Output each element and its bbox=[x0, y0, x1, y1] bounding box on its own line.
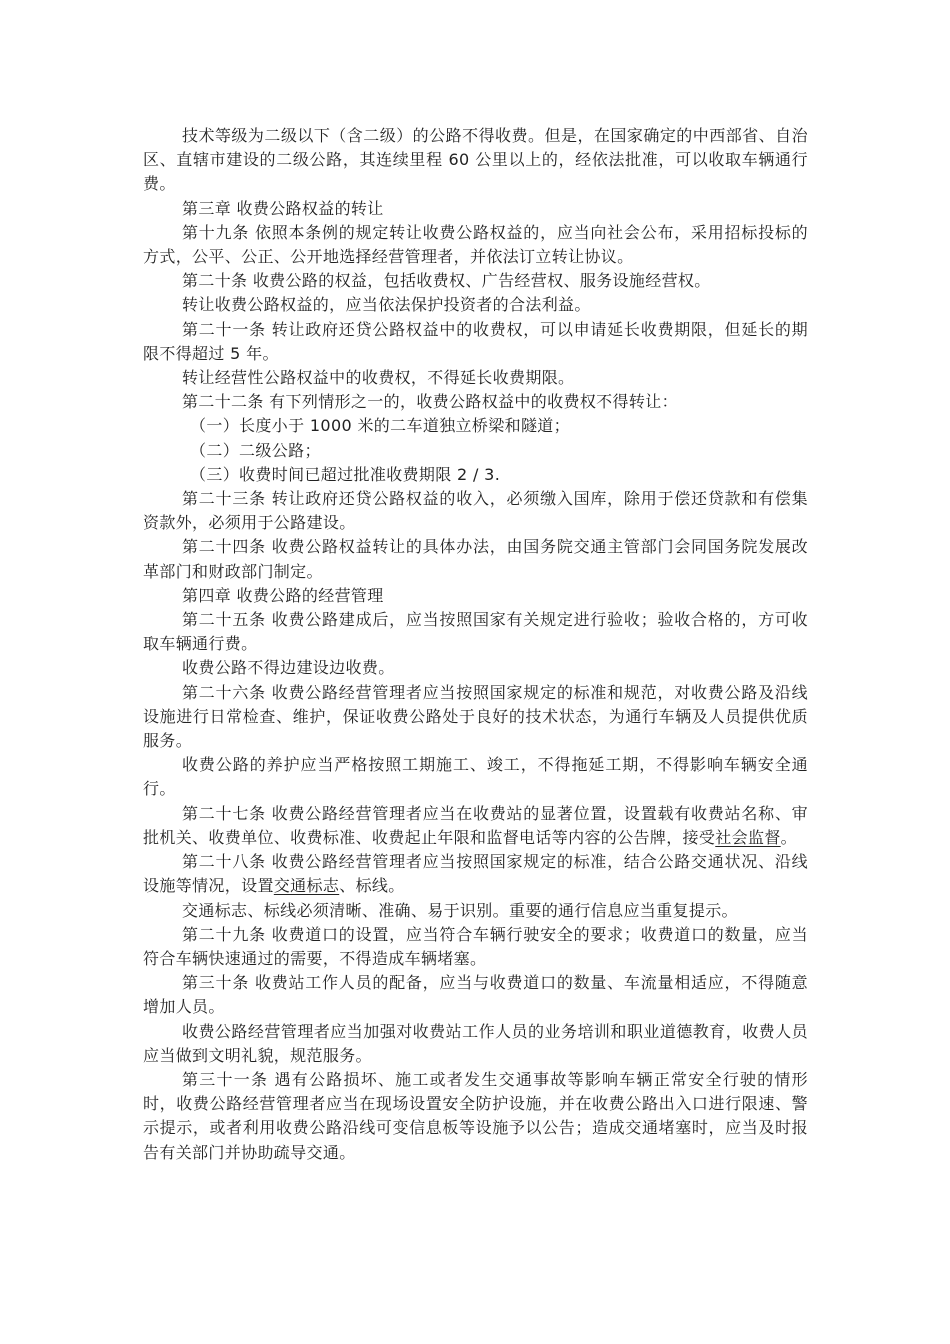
article-30: 第三十条 收费站工作人员的配备，应当与收费道口的数量、车流量相适应，不得随意增加人员。 bbox=[143, 973, 808, 1017]
article-26: 第二十六条 收费公路经营管理者应当按照国家规定的标准和规范，对收费公路及沿线设施进行日常检查、维护，保证收费公路处于良好的技术状态，为通行车辆及人员提供优质服务。 bbox=[143, 682, 808, 751]
paragraph-sign-clarity: 交通标志、标线必须清晰、准确、易于识别。重要的通行信息应当重复提示。 bbox=[182, 900, 738, 920]
paragraph-no-build-collect: 收费公路不得边建设边收费。 bbox=[182, 658, 395, 678]
article-20: 第二十条 收费公路的权益，包括收费权、广告经营权、服务设施经营权。 bbox=[182, 271, 711, 291]
article-31: 第三十一条 遇有公路损坏、施工或者发生交通事故等影响车辆正常安全行驶的情形时，收费公路经营管理者应当在现场设置安全防护设施，并在收费公路出入口进行限速、警示提示，或者利用收费公路沿线可变信息板等设施予以公告；造成交通堵塞时，应当及时报告有关部门并协助疏导交通。 bbox=[143, 1069, 808, 1162]
article-27-text: 第二十七条 收费公路经营管理者应当在收费站的显著位置，设置载有收费站名称、审批机关、收费单位、收费标准、收费起止年限和监督电话等内容的公告牌，接受 bbox=[143, 803, 808, 847]
article-27 bbox=[143, 802, 808, 850]
article-29: 第二十九条 收费道口的设置，应当符合车辆行驶安全的要求；收费道口的数量，应当符合车辆快速通过的需要，不得造成车辆堵塞。 bbox=[143, 924, 808, 968]
list-item-2: （二）二级公路； bbox=[190, 440, 321, 460]
article-28-end: 、标线。 bbox=[339, 876, 405, 896]
article-23: 第二十三条 转让政府还贷公路权益的收入，必须缴入国库，除用于偿还贷款和有偿集资款外，必须用于公路建设。 bbox=[143, 489, 808, 533]
article-24: 第二十四条 收费公路权益转让的具体办法，由国务院交通主管部门会同国务院发展改革部门和财政部门制定。 bbox=[143, 537, 808, 581]
article-19: 第十九条 依照本条例的规定转让收费公路权益的，应当向社会公布，采用招标投标的方式，公平、公正、公开地选择经营管理者，并依法订立转让协议。 bbox=[143, 222, 808, 267]
article-28 bbox=[143, 850, 808, 898]
article-25: 第二十五条 收费公路建成后，应当按照国家有关规定进行验收；验收合格的，方可收取车辆通行费。 bbox=[143, 610, 808, 654]
traffic-sign-link[interactable]: 交通标志 bbox=[273, 876, 340, 896]
social-supervision-link[interactable]: 社会监督 bbox=[715, 827, 781, 847]
list-item-1: （一）长度小于 1000 米的二车道独立桥梁和隧道； bbox=[190, 416, 570, 436]
paragraph-investor-protection: 转让收费公路权益的，应当依法保护投资者的合法利益。 bbox=[182, 295, 591, 315]
article-22: 第二十二条 有下列情形之一的，收费公路权益中的收费权不得转让： bbox=[182, 392, 678, 412]
paragraph-staff-training: 收费公路经营管理者应当加强对收费站工作人员的业务培训和职业道德教育，收费人员应当做到文明礼貌，规范服务。 bbox=[143, 1021, 808, 1065]
chapter-3-heading: 第三章 收费公路权益的转让 bbox=[182, 198, 384, 218]
paragraph-no-extension: 转让经营性公路权益中的收费权，不得延长收费期限。 bbox=[182, 368, 575, 388]
list-item-3: （三）收费时间已超过批准收费期限 2 / 3. bbox=[190, 464, 501, 484]
article-27-end: 。 bbox=[780, 827, 798, 847]
chapter-4-heading: 第四章 收费公路的经营管理 bbox=[182, 585, 384, 605]
paragraph-toll-grade-rule: 技术等级为二级以下（含二级）的公路不得收费。但是，在国家确定的中西部省、自治区、直辖市建设的二级公路，其连续里程 60 公里以上的，经依法批准，可以收取车辆通行费。 bbox=[143, 126, 808, 194]
paragraph-maintenance: 收费公路的养护应当严格按照工期施工、竣工，不得拖延工期，不得影响车辆安全通行。 bbox=[143, 755, 808, 799]
article-21: 第二十一条 转让政府还贷公路权益中的收费权，可以申请延长收费期限，但延长的期限不得超过 5 年。 bbox=[143, 319, 808, 363]
document-body bbox=[143, 124, 808, 1165]
article-28-text: 第二十八条 收费公路经营管理者应当按照国家规定的标准，结合公路交通状况、沿线设施等情况，设置 bbox=[143, 852, 808, 896]
